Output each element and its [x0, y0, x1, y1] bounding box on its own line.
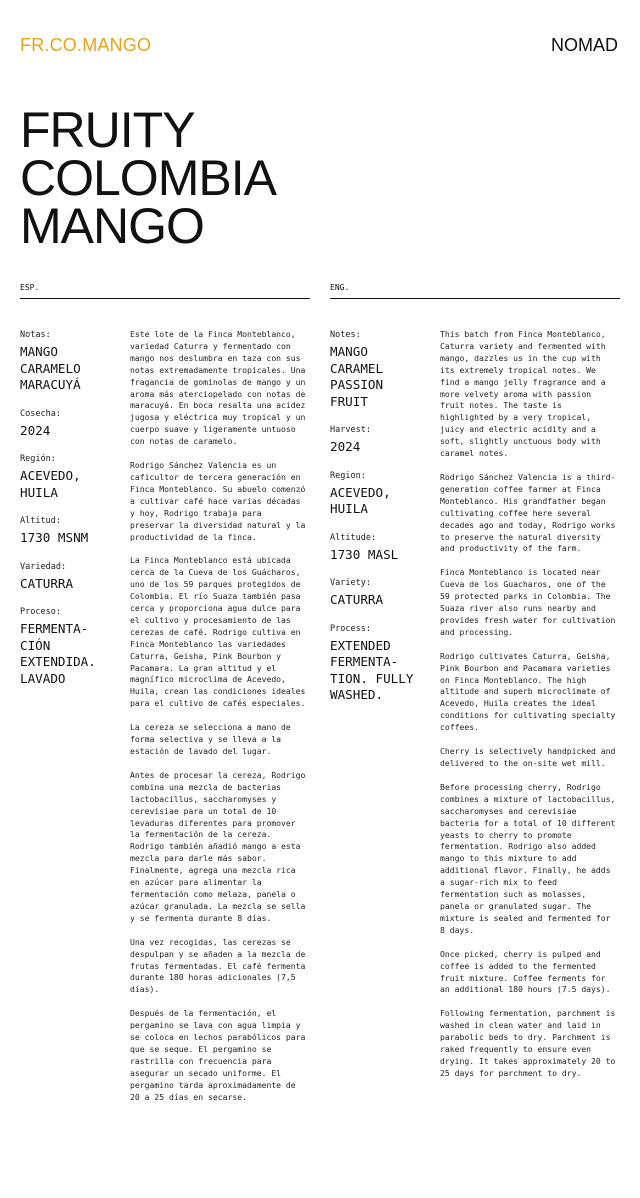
spec-value: MANGO CARAMEL PASSION FRUIT	[330, 344, 384, 409]
nomad-label: NOMAD	[551, 35, 618, 55]
paragraph: Rodrigo Sánchez Valencia is a third-generation coffee farmer at Finca Monteblanco. His grandfather began cultivating coffee here several decades ago and today, Rodrigo works to preserve the natural diversity and productivity of the farm.	[440, 471, 616, 554]
paragraph: La Finca Monteblanco está ubicada cerca de la Cueva de los Guácharos, uno de los 59 parques protegidos de Colombia. El río Suaza también pasa cerca y proporciona agua dulce para el cultivo y procesamiento de las cerezas de café. Rodrigo cultiva en Finca Monteblanco las variedades Caturra, Geisha, Pink Bourbon y Pacamara. La gran altitud y el magnífico microclima de Acevedo, Huila, crean las condiciones ideales para el cultivo de cafés especiales.	[130, 555, 306, 709]
spanish-column	[20, 283, 310, 1102]
spec-variety	[330, 577, 435, 609]
paragraph: Este lote de la Finca Monteblanco, variedad Caturra y fermentado con mango nos deslumbra en taza con sus notas extremadamente tropicales. Una fragancia de gominolas de mango y un aroma más aterciopelado con notas de maracuyá. En boca resalta una acidez jugosa y eléctrica muy tropical y un cuerpo suave y ligeramente untuoso con notas de caramelo.	[130, 329, 306, 447]
spec-list-esp	[20, 329, 125, 701]
spec-value: 2024	[330, 439, 361, 454]
paragraph: Antes de procesar la cereza, Rodrigo combina una mezcla de bacterias lactobacillus, saccharomyses y cerevisiae para un total de 10 levaduras diferentes para promover la fermentación de la cereza. Rodrigo también añadió mango a esta mezcla para darle más sabor. Finalmente, agrega una mezcla rica en azúcar para alimentar la fermentación como melaza, panela o azúcar granulada. La mezcla se sella y se fermenta durante 8 días.	[130, 769, 306, 923]
spec-label: Region:	[330, 470, 366, 481]
spec-value: 1730 MASL	[330, 546, 399, 562]
spec-label: Proceso:	[20, 607, 61, 617]
spec-notes	[20, 329, 125, 394]
spec-label: Process:	[330, 623, 371, 634]
brand-wordmark: FR.CO.MANGO	[20, 35, 152, 55]
spec-value: CATURRA	[330, 592, 384, 607]
spec-label: Notas:	[20, 330, 51, 340]
page-title	[20, 102, 276, 254]
column-heading-esp: ESP.	[20, 283, 310, 299]
spec-value: ACEVEDO, HUILA	[330, 484, 391, 516]
spec-harvest	[20, 408, 125, 440]
spec-label: Región:	[20, 454, 56, 464]
spec-altitude	[330, 532, 435, 564]
spec-harvest	[330, 424, 435, 456]
paragraph: Después de la fermentación, el pergamino se lava con agua limpia y se coloca en lechos parabólicos para que se seque. El pergamino se rastrilla con frecuencia para asegurar un secado uniforme. El pergamino tarda aproximadamente de 20 a 25 días en secarse.	[130, 1008, 306, 1102]
english-column	[330, 283, 620, 1078]
column-heading-eng: ENG.	[330, 283, 620, 299]
spec-notes	[330, 329, 435, 410]
spec-value: CATURRA	[20, 575, 74, 591]
paragraph: La cereza se selecciona a mano de forma selectiva y se lleva a la estación de lavado del lugar.	[130, 722, 291, 756]
spec-label: Notes:	[330, 330, 361, 340]
paragraph: Finca Monteblanco is located near Cueva de los Guacharos, one of the 59 protected parks in Colombia. The Suaza river also runs nearby and provides fresh water for cultivation and processing.	[440, 567, 616, 637]
spec-altitude	[20, 515, 125, 547]
spec-value: 2024	[20, 422, 51, 438]
paragraph: Before processing cherry, Rodrigo combines a mixture of lactobacillus, saccharomyses and cerevisiae bacteria for a total of 10 different yeasts to cherry to promote fermentation. Rodrigo also added mango to this mixture to add additional flavor. Finally, he adds a sugar-rich mix to feed fermentation such as molasses, panela or granulated sugar. The mixture is sealed and fermented for 8 days.	[440, 781, 616, 935]
spec-label: Variedad:	[20, 561, 67, 572]
description-eng	[440, 329, 620, 1092]
spec-variety	[20, 561, 125, 593]
paragraph: This batch from Finca Monteblanco, Caturra variety and fermented with mango, dazzles us in the cup with its extremely tropical notes. We find a mango jelly fragrance and a more velvety aroma with passion fruit notes. The taste is highlighted by a very tropical, juicy and electric acidity and a soft, slightly unctuous body with caramel notes.	[440, 329, 606, 459]
title-line: MANGO	[20, 198, 204, 254]
spec-label: Harvest:	[330, 425, 371, 435]
spec-list-eng	[330, 329, 435, 718]
spec-label: Variety:	[330, 578, 371, 588]
paragraph: Una vez recogidas, las cerezas se despulpan y se añaden a la mezcla de frutas fermentadas. El café fermenta durante 180 horas adicionales (7,5 días).	[130, 936, 306, 995]
paragraph: Following fermentation, parchment is washed in clean water and laid in parabolic beds to dry. Parchment is raked frequently to ensure even drying. It takes approximately 20 to 25 days for parchment to dry.	[440, 1008, 616, 1078]
paragraph: Once picked, cherry is pulped and coffee is added to the fermented fruit mixture. Coffee ferments for an additional 180 hours (7.5 days).	[440, 948, 611, 995]
paragraph: Cherry is selectively handpicked and delivered to the on-site wet mill.	[440, 746, 616, 768]
title-line: COLOMBIA	[20, 150, 276, 206]
spec-label: Cosecha:	[20, 408, 61, 419]
spec-value: EXTENDED FERMENTA- TION. FULLY WASHED.	[330, 637, 414, 702]
spec-value: MANGO CARAMELO MARACUYÁ	[20, 344, 81, 392]
spec-region	[20, 453, 125, 501]
title-line: FRUITY	[20, 102, 195, 158]
paragraph: Rodrigo Sánchez Valencia es un caficultor de tercera generación en Finca Monteblanco. Su abuelo comenzó a cultivar café hace varias décadas y hoy, Rodrigo trabaja para preservar la diversidad natural y la productividad de la finca.	[130, 460, 306, 542]
spec-label: Altitud:	[20, 516, 61, 526]
spec-process	[330, 623, 435, 704]
spec-label: Altitude:	[330, 532, 377, 543]
spec-region	[330, 470, 435, 518]
spec-value: FERMENTA- CIÓN EXTENDIDA. LAVADO	[20, 621, 96, 686]
description-esp	[130, 329, 310, 1115]
paragraph: Rodrigo cultivates Caturra, Geisha, Pink Bourbon and Pacamara varieties on Finca Monteblanco. The high altitude and superb microclimate of Acevedo, Huila creates the ideal conditions for cultivating specialty coffees.	[440, 650, 616, 733]
spec-value: ACEVEDO, HUILA	[20, 468, 81, 500]
spec-process	[20, 606, 125, 687]
spec-value: 1730 MSNM	[20, 530, 89, 545]
